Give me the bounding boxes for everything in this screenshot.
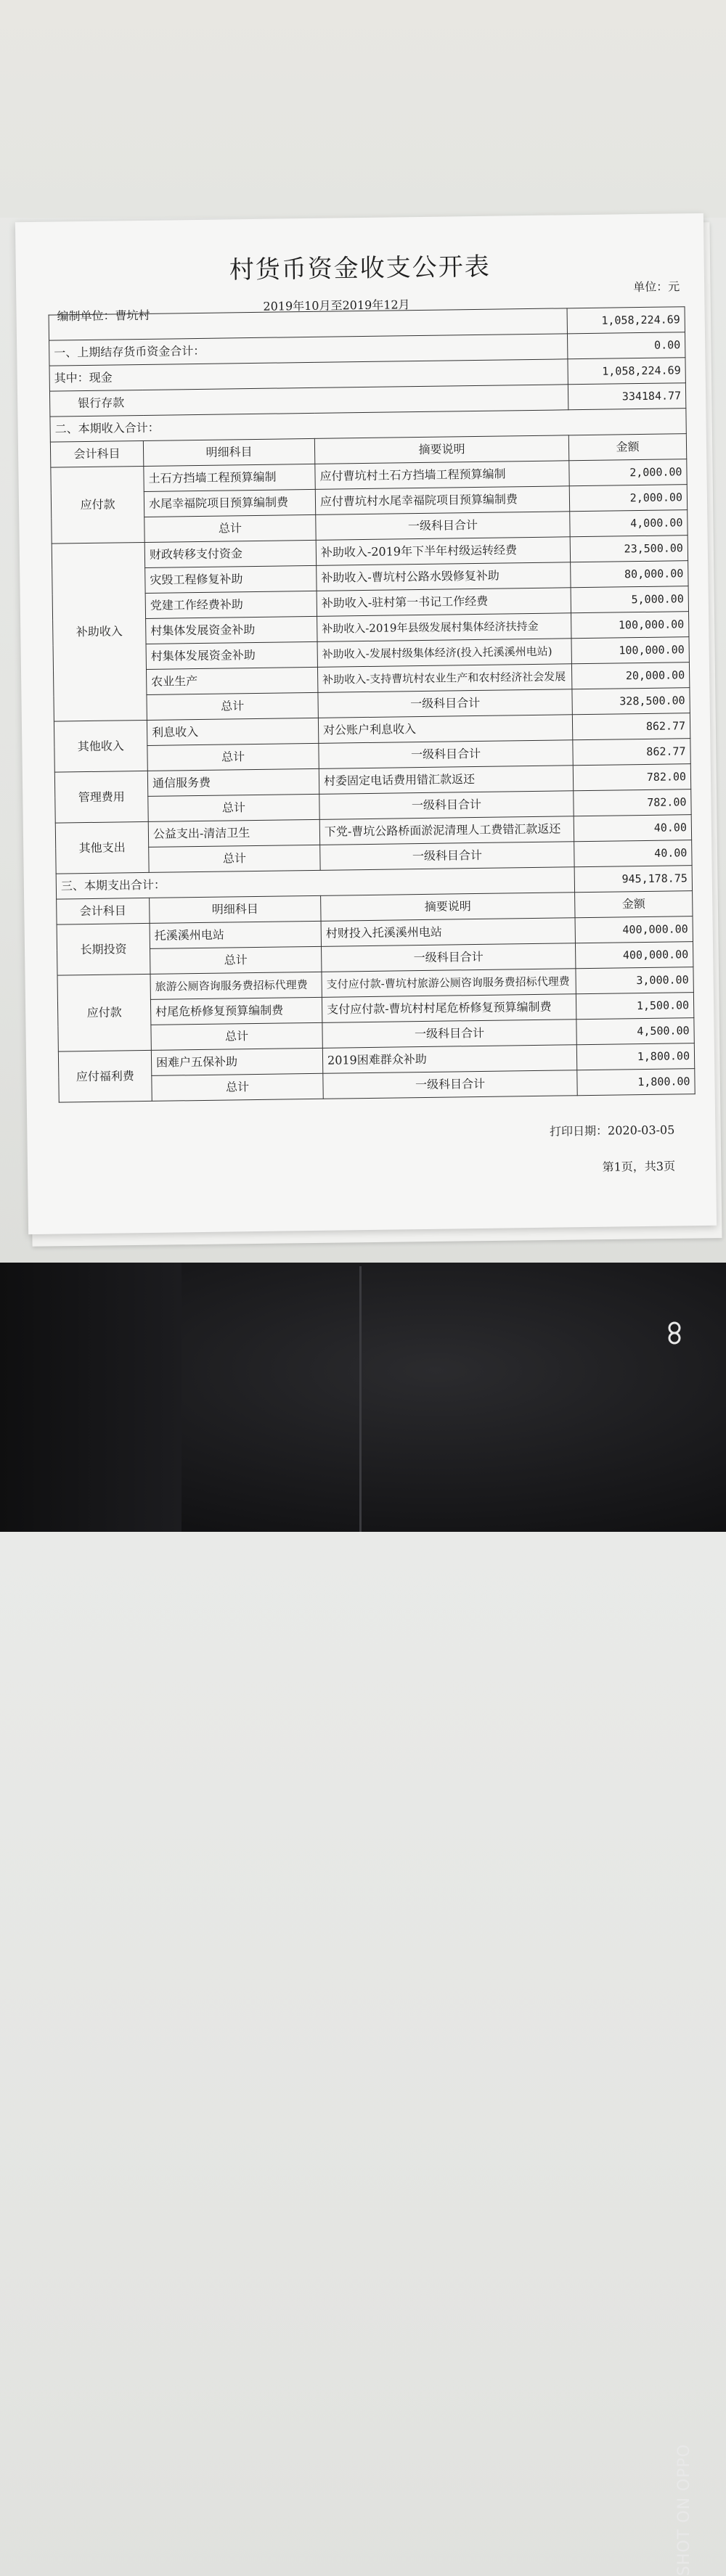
detail-subject: 通信服务费 <box>147 768 319 796</box>
page-number: 第1页，共3页 <box>602 1159 676 1174</box>
summary-text: 补助收入-曹坑村公路水毁修复补助 <box>317 562 571 591</box>
detail-subject: 水尾幸福院项目预算编制费 <box>144 489 315 517</box>
amount-value: 4,000.00 <box>570 510 688 537</box>
detail-subject: 旅游公厕咨询服务费招标代理费 <box>150 972 322 999</box>
watermark-text: SHOT ON OPPO <box>675 2443 693 2576</box>
amount-value: 5,000.00 <box>571 586 688 613</box>
summary-text: 一级科目合计 <box>322 943 576 972</box>
detail-subject: 农业生产 <box>146 667 317 694</box>
detail-subject: 总计 <box>149 845 320 872</box>
detail-subject: 托溪溪州电站 <box>150 921 321 948</box>
summary-text: 一级科目合计 <box>318 689 572 718</box>
summary-text: 应付曹坑村水尾幸福院项目预算编制费 <box>315 486 569 515</box>
amount-value: 20,000.00 <box>571 663 689 689</box>
summary-text: 村财投入托溪溪州电站 <box>321 918 575 947</box>
summary-text: 补助收入-发展村级集体经济(投入托溪溪州电站) <box>317 639 571 668</box>
summary-text: 一级科目合计 <box>320 842 574 871</box>
amount-value: 40.00 <box>574 840 692 867</box>
bank-label: 银行存款 <box>49 385 568 417</box>
account-subject: 其他支出 <box>55 821 149 874</box>
amount-value: 400,000.00 <box>575 916 693 943</box>
summary-text: 支付应付款-曹坑村旅游公厕咨询服务费招标代理费 <box>322 969 576 998</box>
detail-subject: 总计 <box>148 794 319 821</box>
income-section-label: 二、本期收入合计： <box>50 409 686 442</box>
account-subject: 应付福利费 <box>58 1050 152 1102</box>
amount-value: 4,500.00 <box>576 1018 694 1045</box>
detail-subject: 总计 <box>151 1022 322 1050</box>
summary-text: 一级科目合计 <box>322 1020 576 1049</box>
dark-sleeve <box>0 1263 182 1532</box>
detail-subject: 总计 <box>150 946 322 974</box>
detail-subject: 总计 <box>147 743 319 771</box>
amount-value: 1,800.00 <box>577 1069 695 1096</box>
unit-label: 单位：元 <box>633 279 680 295</box>
amount-value: 3,000.00 <box>576 967 693 994</box>
amount-value: 80,000.00 <box>571 561 688 588</box>
detail-subject: 土石方挡墙工程预算编制 <box>144 464 315 491</box>
summary-text: 补助收入-2019年县级发展村集体经济扶持金 <box>317 613 571 642</box>
account-subject: 补助收入 <box>52 542 147 721</box>
account-subject: 应付款 <box>51 466 144 543</box>
summary-text: 应付曹坑村土石方挡墙工程预算编制 <box>315 461 569 490</box>
account-subject: 长期投资 <box>57 923 150 975</box>
amount-value: 100,000.00 <box>571 612 689 639</box>
org-label: 编制单位：曹坑村 <box>57 308 150 324</box>
opening-total-value: 1,058,224.69 <box>567 307 685 334</box>
cash-label: 其中：现金 <box>49 359 568 391</box>
amount-value: 40.00 <box>574 815 691 842</box>
account-subject: 其他收入 <box>54 720 147 772</box>
detail-subject: 总计 <box>144 514 316 542</box>
amount-value: 782.00 <box>573 764 690 791</box>
detail-subject: 利息收入 <box>147 718 318 745</box>
column-header: 明细科目 <box>143 438 314 466</box>
detail-subject: 村尾危桥修复预算编制费 <box>150 997 322 1025</box>
summary-text: 补助收入-驻村第一书记工作经费 <box>317 588 571 617</box>
summary-text: 下党-曹坑公路桥面淤泥清理人工费错汇款返还 <box>319 816 574 845</box>
amount-value: 782.00 <box>574 789 691 816</box>
amount-value: 1,500.00 <box>576 993 693 1020</box>
column-header: 会计科目 <box>57 898 150 924</box>
column-header: 明细科目 <box>150 895 321 923</box>
detail-subject: 灾毁工程修复补助 <box>145 565 317 593</box>
amount-value: 400,000.00 <box>575 942 693 969</box>
detail-subject: 财政转移支付资金 <box>144 540 316 567</box>
amount-value: 2,000.00 <box>569 485 687 512</box>
detail-subject: 困难户五保补助 <box>151 1048 322 1075</box>
cash-value: 0.00 <box>568 332 685 359</box>
income-total-value: 334184.77 <box>568 383 685 410</box>
ledger-table <box>49 306 696 1102</box>
expense-total-value: 945,178.75 <box>574 866 692 893</box>
summary-text: 补助收入-支持曹坑村农业生产和农村经济社会发展 <box>317 664 571 693</box>
column-header: 会计科目 <box>50 440 143 467</box>
period-label: 2019年10月至2019年12月 <box>263 298 410 313</box>
account-subject: 管理费用 <box>54 771 148 823</box>
summary-text: 补助收入-2019年下半年村级运转经费 <box>316 537 570 566</box>
summary-text: 村委固定电话费用错汇款返还 <box>319 766 573 795</box>
detail-subject: 党建工作经费补助 <box>145 591 317 618</box>
amount-value: 2,000.00 <box>569 459 687 486</box>
oppo-logo-icon <box>662 1321 687 1345</box>
print-date: 打印日期：2020-03-05 <box>549 1123 675 1139</box>
detail-subject: 总计 <box>147 692 318 720</box>
camera-watermark <box>653 1299 697 2576</box>
summary-text: 一级科目合计 <box>316 512 570 541</box>
document-page <box>15 213 717 1234</box>
document-title: 村货币资金收支公开表 <box>229 252 492 285</box>
summary-text: 一级科目合计 <box>323 1070 577 1099</box>
summary-text: 2019困难群众补助 <box>322 1045 576 1074</box>
account-subject: 应付款 <box>57 974 151 1051</box>
column-header: 摘要说明 <box>321 893 575 922</box>
fabric-seam <box>359 1266 362 1532</box>
amount-value: 862.77 <box>572 713 690 740</box>
column-header: 金额 <box>568 434 686 461</box>
summary-text: 一级科目合计 <box>319 791 574 820</box>
amount-value: 328,500.00 <box>572 688 690 715</box>
wall-background <box>0 0 726 218</box>
detail-subject: 总计 <box>152 1073 323 1101</box>
detail-subject: 村集体发展资金补助 <box>146 641 317 669</box>
ledger-body <box>49 307 695 1102</box>
column-header: 金额 <box>575 891 693 918</box>
summary-text: 支付应付款-曹坑村村尾危桥修复预算编制费 <box>322 994 576 1023</box>
amount-value: 1,800.00 <box>576 1043 694 1070</box>
amount-value: 100,000.00 <box>571 637 689 664</box>
opening-label: 一、上期结存货币资金合计： <box>49 334 568 366</box>
amount-value: 23,500.00 <box>570 536 688 562</box>
expense-section-label: 三、本期支出合计： <box>56 867 574 899</box>
detail-subject: 村集体发展资金补助 <box>146 616 317 644</box>
column-header: 摘要说明 <box>314 435 568 464</box>
detail-subject: 公益支出-清洁卫生 <box>148 819 319 847</box>
amount-value: 862.77 <box>573 739 690 766</box>
summary-text: 一级科目合计 <box>319 740 573 769</box>
summary-text: 对公账户利息收入 <box>318 715 572 744</box>
bank-value: 1,058,224.69 <box>568 358 685 385</box>
